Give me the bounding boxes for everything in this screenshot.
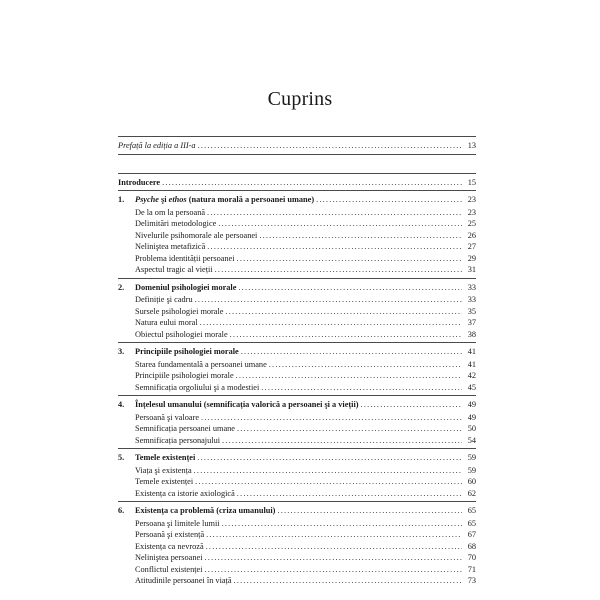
entry-page-number: 13 [467, 141, 476, 150]
dot-leader [205, 552, 462, 564]
toc-entry-subsection [118, 370, 476, 382]
entry-page-number: 15 [467, 177, 476, 187]
toc-entry-subsection [118, 423, 476, 435]
entry-title: Starea fundamentală a persoanei umane [135, 359, 267, 369]
entry-page-number: 62 [467, 488, 476, 498]
chapter-title-part: ethos [168, 195, 187, 204]
toc-entry-subsection [118, 488, 476, 500]
entry-title: Semnificația orgoliului şi a modestiei [135, 382, 260, 392]
entry-page-number: 23 [467, 195, 476, 204]
entry-page-number: 33 [467, 282, 476, 292]
entry-page-number: 42 [467, 371, 476, 380]
toc-entry-chapter [118, 452, 476, 464]
entry-page-number: 41 [467, 347, 476, 356]
entry-title: Delimitări metodologice [135, 219, 217, 228]
introduction-section [118, 173, 476, 192]
toc-entry-subsection [118, 264, 476, 276]
entry-page-number: 71 [467, 564, 476, 574]
dot-leader [194, 465, 462, 477]
chapter-title [135, 194, 314, 206]
entry-page-number: 59 [467, 453, 476, 462]
toc-entry-chapter [118, 282, 476, 294]
dot-leader [361, 399, 462, 411]
dot-leader [237, 488, 462, 500]
entry-title: Existența ca istorie axiologică [135, 488, 235, 498]
entry-page-number: 59 [467, 465, 476, 475]
toc-entry-subsection [118, 382, 476, 394]
entry-page-number: 49 [467, 400, 476, 409]
entry-page-number: 65 [467, 518, 476, 528]
entry-title: Introducere [118, 177, 161, 187]
dot-leader [201, 412, 462, 424]
entry-page-number: 31 [467, 265, 476, 274]
entry-page-number: 23 [467, 207, 476, 217]
dot-leader [218, 218, 462, 230]
dot-leader [261, 382, 462, 394]
chapter-section-4 [118, 396, 476, 449]
dot-leader [237, 423, 462, 435]
dot-leader [222, 518, 462, 530]
toc-entry-subsection [118, 253, 476, 265]
toc-entry-subsection [118, 575, 476, 587]
chapter-number: 6. [118, 506, 125, 515]
entry-title: Problema identității persoanei [135, 253, 235, 263]
dot-leader [316, 194, 462, 206]
entry-page-number: 29 [467, 253, 476, 263]
chapter-title: Înțelesul umanului (semnificația valorică a persoanei şi a vieții) [135, 400, 359, 409]
chapter-title: Principiile psihologiei morale [135, 347, 239, 356]
chapter-number: 3. [118, 347, 125, 356]
entry-page-number: 35 [467, 306, 476, 316]
entry-page-number: 65 [467, 506, 476, 515]
toc-entry-subsection [118, 552, 476, 564]
table-of-contents [118, 136, 476, 589]
chapter-section-3 [118, 343, 476, 396]
toc-entry-subsection [118, 317, 476, 329]
chapter-title: Temele existenței [135, 453, 196, 462]
dot-leader [269, 359, 462, 371]
entry-page-number: 41 [467, 359, 476, 369]
entry-title: Semnificația persoanei umane [135, 424, 235, 433]
preface-section [118, 136, 476, 155]
entry-page-number: 26 [467, 230, 476, 240]
chapter-section-1 [118, 191, 476, 279]
chapter-section-6 [118, 502, 476, 589]
entry-title: Existența ca nevroză [135, 541, 204, 551]
dot-leader [234, 575, 462, 587]
dot-leader [241, 346, 462, 358]
dot-leader [238, 282, 462, 294]
dot-leader [259, 230, 462, 242]
dot-leader [225, 306, 462, 318]
dot-leader [236, 370, 462, 382]
entry-title: Persoană şi existență [135, 530, 205, 539]
entry-title: De la om la persoană [135, 207, 206, 217]
dot-leader [207, 241, 462, 253]
toc-entry-subsection [118, 294, 476, 306]
entry-page-number: 60 [467, 477, 476, 486]
entry-page-number: 38 [467, 329, 476, 339]
entry-title: Viața şi existența [135, 465, 192, 475]
chapter-title-part: şi [158, 195, 169, 204]
entry-page-number: 70 [467, 553, 476, 562]
chapter-title-part: (natura morală a persoanei umane) [186, 195, 315, 204]
toc-entry-chapter [118, 346, 476, 358]
chapter-number: 1. [118, 195, 125, 204]
toc-entry-subsection [118, 564, 476, 576]
entry-title: Obiectul psihologiei morale [135, 329, 228, 339]
entry-title: Neliniştea metafizică [135, 242, 206, 251]
dot-leader [222, 435, 462, 447]
entry-title: Persoana şi limitele lumii [135, 518, 220, 528]
chapter-number: 4. [118, 400, 125, 409]
entry-title: Conflictul existenței [135, 564, 203, 574]
entry-title: Atitudinile persoanei în viață [135, 576, 232, 585]
entry-title: Neliniştea persoanei [135, 553, 203, 562]
toc-entry-subsection [118, 476, 476, 488]
toc-entry-subsection [118, 529, 476, 541]
toc-entry-subsection [118, 541, 476, 553]
entry-page-number: 54 [467, 435, 476, 445]
entry-page-number: 37 [467, 318, 476, 327]
page-title: Cuprins [267, 88, 333, 110]
chapter-number: 5. [118, 453, 125, 462]
entry-title: Semnificația personajului [135, 435, 221, 445]
dot-leader [206, 529, 462, 541]
entry-page-number: 50 [467, 424, 476, 433]
chapter-title: Existența ca problemă (criza umanului) [135, 506, 276, 515]
dot-leader [277, 505, 462, 517]
entry-title: Principiile psihologiei morale [135, 371, 234, 380]
toc-entry-subsection [118, 230, 476, 242]
toc-entry-subsection [118, 412, 476, 424]
dot-leader [230, 329, 462, 341]
toc-entry-chapter [118, 505, 476, 517]
chapter-title: Domeniul psihologiei morale [135, 282, 237, 292]
dot-leader [198, 140, 462, 152]
toc-entry-subsection [118, 329, 476, 341]
dot-leader [195, 476, 462, 488]
toc-entry-preface [118, 140, 476, 152]
dot-leader [195, 294, 462, 306]
toc-entry-subsection [118, 465, 476, 477]
dot-leader [237, 253, 462, 265]
dot-leader [200, 317, 462, 329]
entry-page-number: 25 [467, 219, 476, 228]
entry-title: Temele existenței [135, 477, 194, 486]
entry-title: Sursele psihologiei morale [135, 306, 224, 316]
entry-title: Persoană şi valoare [135, 412, 200, 422]
toc-entry-subsection [118, 518, 476, 530]
chapter-number: 2. [118, 282, 125, 292]
chapter-section-2 [118, 279, 476, 344]
toc-entry-subsection [118, 241, 476, 253]
entry-page-number: 45 [467, 382, 476, 392]
toc-entry-chapter [118, 399, 476, 411]
dot-leader [197, 452, 462, 464]
entry-page-number: 49 [467, 412, 476, 422]
entry-page-number: 27 [467, 242, 476, 251]
dot-leader [162, 177, 462, 189]
entry-page-number: 67 [467, 530, 476, 539]
entry-page-number: 73 [467, 576, 476, 585]
toc-entry-introduction [118, 177, 476, 189]
toc-entry-subsection [118, 218, 476, 230]
dot-leader [207, 207, 462, 219]
toc-entry-subsection [118, 359, 476, 371]
entry-title: Natura eului moral [135, 318, 198, 327]
toc-entry-subsection [118, 207, 476, 219]
entry-page-number: 33 [467, 295, 476, 304]
entry-page-number: 68 [467, 541, 476, 551]
entry-title: Nivelurile psihomorale ale persoanei [135, 230, 258, 240]
entry-title: Prefață la ediția a III-a [118, 141, 196, 150]
entry-title: Definiție şi cadru [135, 295, 193, 304]
toc-entry-subsection [118, 435, 476, 447]
dot-leader [215, 264, 462, 276]
entry-title: Aspectul tragic al vieții [135, 265, 213, 274]
toc-entry-chapter [118, 194, 476, 206]
chapter-title-part: Psyche [135, 195, 159, 204]
toc-entry-subsection [118, 306, 476, 318]
dot-leader [205, 564, 462, 576]
chapter-section-5 [118, 449, 476, 502]
dot-leader [206, 541, 462, 553]
